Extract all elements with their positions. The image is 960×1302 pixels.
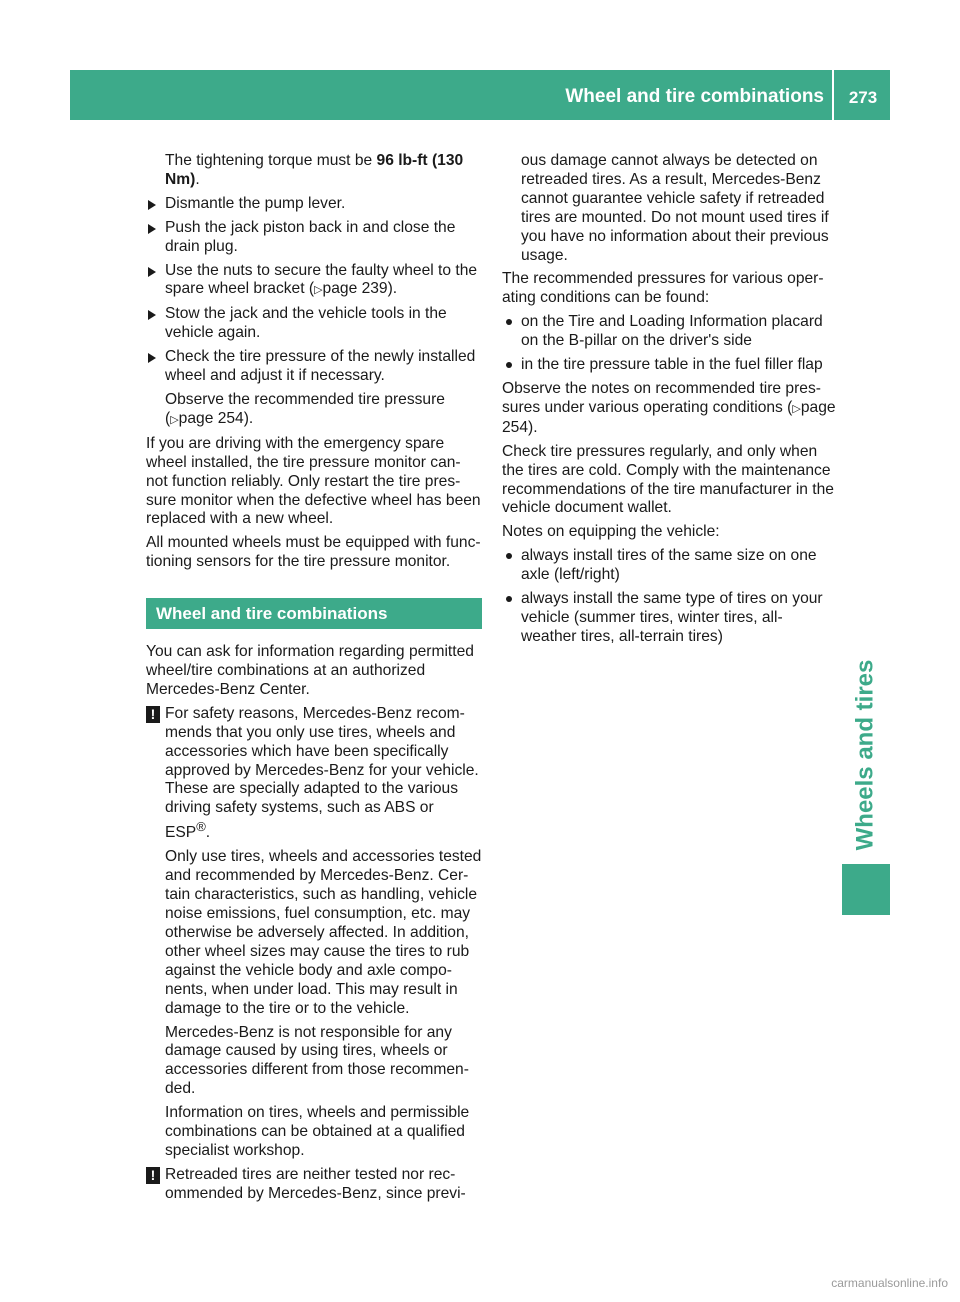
section-title: Wheel and tire combinations (156, 604, 388, 624)
observe-text-end: ). (243, 409, 254, 427)
warning-paragraph: Retreaded tires are neither tested nor rec-ommended by Mercedes-Benz, since previ- (165, 1165, 466, 1202)
equipping-intro: Notes on equipping the vehicle: (502, 523, 720, 541)
warning-text: For safety reasons, Mercedes-Benz recom-mends that you only use tires, wheels and accessories which have been specifically approved by Mercedes-Benz for your vehicle. These are specially adapted to the various driving safety systems, such as ABS or ESP (165, 704, 479, 842)
bullet-icon (506, 553, 512, 559)
observe-notes-paragraph (502, 380, 836, 438)
step-item (146, 262, 482, 301)
list-item-text: always install the same type of tires on your vehicle (summer tires, winter tires, all-weather tires, all-terrain tires) (521, 590, 823, 645)
bullet-icon (506, 319, 512, 325)
header-divider (832, 70, 834, 120)
warning-icon: ! (146, 706, 160, 723)
step-arrow-icon (148, 353, 156, 363)
page-ref-link[interactable]: page 239 (322, 280, 388, 298)
observe-notes-text: Observe the notes on recommended tire pres-sures under various operating conditions ( (502, 379, 821, 416)
bullet-icon (506, 362, 512, 368)
sensors-paragraph: All mounted wheels must be equipped with func-tioning sensors for the tire pressure monitor. (146, 534, 481, 571)
warning-paragraph: Information on tires, wheels and permissible combinations can be obtained at a qualified specialist workshop. (165, 1104, 470, 1159)
check-regularly-paragraph: Check tire pressures regularly, and only when the tires are cold. Comply with the maintenance recommendations of the tire manufacturer in the vehicle document wallet. (502, 442, 834, 517)
observe-text: Observe the recommended tire pressure ( (165, 390, 445, 427)
left-column (146, 152, 482, 1209)
warning-icon: ! (146, 1167, 160, 1184)
warning-paragraph: Mercedes-Benz is not responsible for any damage caused by using tires, wheels or accessories different from those recommen-ded. (165, 1023, 469, 1098)
side-tab (842, 640, 890, 870)
list-item-text: always install tires of the same size on one axle (left/right) (521, 547, 817, 584)
torque-paragraph (146, 152, 482, 190)
torque-intro: The tightening torque must be (165, 152, 377, 169)
list-item (502, 590, 836, 647)
observe-notes-end: ). (528, 418, 538, 436)
step-text: Push the jack piston back in and close the drain plug. (165, 218, 456, 255)
step-arrow-icon (148, 200, 156, 210)
step-arrow-icon (148, 267, 156, 277)
warning-continuation: ous damage cannot always be detected on retreaded tires. As a result, Mercedes-Benz cannot guarantee vehicle safety if retreaded tires are mounted. Do not mount used tires if you have no information about their previous usage. (521, 152, 829, 264)
page-ref-arrow-icon: ▷ (170, 413, 179, 426)
pressures-intro: The recommended pressures for various oper-ating conditions can be found: (502, 270, 824, 307)
page-ref-arrow-icon: ▷ (314, 284, 323, 297)
warning-paragraph: Only use tires, wheels and accessories tested and recommended by Mercedes-Benz. Cer-tain characteristics, such as handling, vehicle noise emissions, fuel consumption, etc. may otherwise be adversely affected. In addition, other wheel sizes may cause the tires to rub against the vehicle body and axle compo-nents, when under load. This may result in damage to the tire or to the vehicle. (165, 848, 482, 1017)
step-text: Stow the jack and the vehicle tools in the vehicle again. (165, 305, 447, 342)
step-arrow-icon (148, 310, 156, 320)
list-item (502, 313, 836, 351)
step-arrow-icon (148, 224, 156, 234)
step-text: Dismantle the pump lever. (165, 194, 346, 212)
warning-block (146, 705, 482, 1161)
step-item (146, 195, 482, 214)
registered-mark: ® (196, 819, 206, 835)
step-text-end: ). (387, 280, 398, 298)
emergency-paragraph: If you are driving with the emergency spare wheel installed, the tire pressure monitor can-not function reliably. Only restart the tire pres-sure monitor when the defective wheel has been replaced with a new wheel. (146, 434, 481, 528)
list-item-text: in the tire pressure table in the fuel filler flap (521, 356, 823, 374)
page-ref-link[interactable]: page 254 (178, 409, 244, 427)
section-intro: You can ask for information regarding permitted wheel/tire combinations at an authorized Mercedes-Benz Center. (146, 643, 474, 698)
list-item-text: on the Tire and Loading Information placard on the B-pillar on the driver's side (521, 313, 823, 350)
list-item (502, 356, 836, 375)
step-item (146, 305, 482, 343)
side-tab-label: Wheels and tires (851, 659, 879, 851)
page-ref-link[interactable]: page 254 (502, 398, 836, 436)
right-column (502, 152, 836, 652)
page-ref-arrow-icon: ▷ (792, 402, 801, 415)
step-text: Check the tire pressure of the newly installed wheel and adjust it if necessary. (165, 348, 476, 385)
torque-end: . (195, 170, 200, 188)
torque-value: 96 lb-ft (130 Nm) (165, 152, 464, 188)
observe-paragraph (146, 391, 482, 430)
section-heading (146, 598, 482, 629)
warning-block (146, 1166, 482, 1204)
step-text: Use the nuts to secure the faulty wheel to the spare wheel bracket ( (165, 261, 478, 298)
list-item (502, 547, 836, 585)
step-item (146, 348, 482, 386)
watermark: carmanualsonline.info (831, 1276, 948, 1290)
page-number: 273 (848, 88, 878, 107)
warning-paragraph (165, 705, 482, 844)
warning-text-end: . (205, 824, 211, 842)
side-tab-block (842, 864, 890, 915)
page-title: Wheel and tire combinations (565, 86, 824, 107)
bullet-icon (506, 596, 512, 602)
step-item (146, 219, 482, 257)
